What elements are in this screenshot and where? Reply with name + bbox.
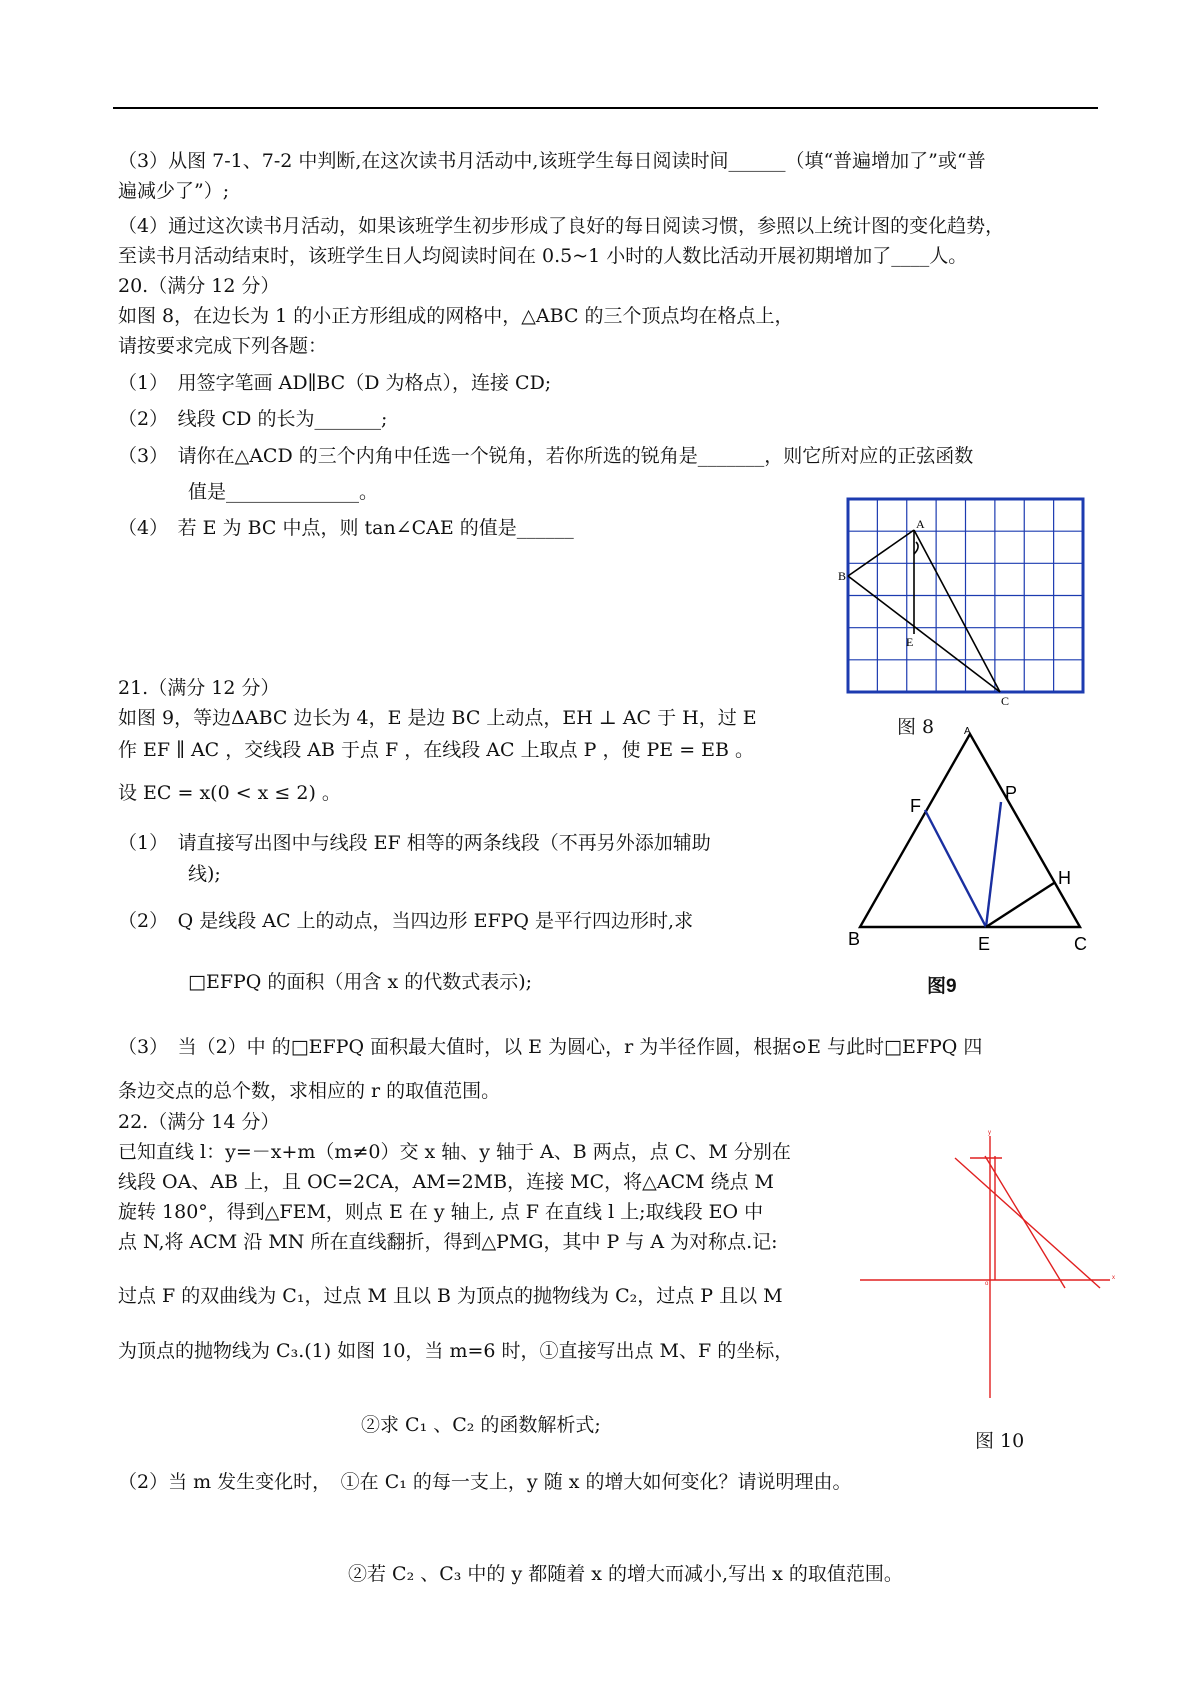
tick-y-label: y	[988, 1130, 991, 1136]
segment-eh	[986, 883, 1054, 927]
q21-heading: 21.（满分 12 分）	[118, 677, 280, 699]
q22-line-f: 为顶点的抛物线为 C₃.(1) 如图 10，当 m=6 时，①直接写出点 M、F 的坐标，	[118, 1340, 794, 1362]
q22-line-a: 已知直线 l：y=－x+m（m≠0）交 x 轴、y 轴于 A、B 两点，点 C、M 分别在	[118, 1141, 791, 1163]
q21-line-a: 如图 9，等边ΔABC 边长为 4，E 是边 BC 上动点，EH ⊥ AC 于 H，过 E	[118, 707, 757, 729]
figure-8-caption: 图 8	[897, 716, 935, 738]
q21-part-2-line2: □EFPQ 的面积（用含 x 的代数式表示);	[188, 971, 533, 993]
label-f: F	[910, 796, 921, 816]
q22-line-e: 过点 F 的双曲线为 C₁，过点 M 且以 B 为顶点的抛物线为 C₂，过点 P 且以 M	[118, 1285, 783, 1307]
q21-part-3-line1: （3） 当（2）中 的□EFPQ 面积最大值时，以 E 为圆心，r 为半径作圆，根据⊙E 与此时□EFPQ 四	[118, 1036, 983, 1058]
q20-part-4: （4） 若 E 为 BC 中点，则 tan∠CAE 的值是______	[118, 517, 574, 539]
header-rule	[113, 107, 1098, 109]
figure-10-caption: 图 10	[975, 1430, 1025, 1452]
figure-10-graph	[860, 1128, 1120, 1408]
q19-3-line2: 遍减少了”）;	[118, 180, 230, 202]
q22-line-d: 点 N,将 ACM 沿 MN 所在直线翻折，得到△PMG，其中 P 与 A 为对称点.记:	[118, 1231, 778, 1253]
label-b: B	[838, 569, 847, 583]
q22-line-c: 旋转 180°，得到△FEM，则点 E 在 y 轴上, 点 F 在直线 l 上;取线段 EO 中	[118, 1201, 764, 1223]
figure-8-grid	[840, 496, 1090, 706]
q20-part-2: （2） 线段 CD 的长为_______;	[118, 408, 388, 430]
q19-4-line1: （4）通过这次读书月活动，如果该班学生初步形成了良好的每日阅读习惯，参照以上统计图的变化趋势，	[118, 215, 1005, 237]
origin-label: o	[985, 1281, 989, 1287]
q20-part-3-line1: （3） 请你在△ACD 的三个内角中任选一个锐角，若你所选的锐角是_______，则它所对应的正弦函数	[118, 445, 974, 467]
q22-line-g: ②求 C₁ 、C₂ 的函数解析式;	[361, 1414, 601, 1436]
figure-9-caption: 图9	[927, 976, 957, 997]
label-b: B	[848, 929, 861, 949]
line-l	[955, 1158, 1100, 1288]
q20-part-3-line2: 值是______________。	[188, 481, 379, 503]
q20-intro-2: 请按要求完成下列各题：	[118, 335, 328, 357]
segment-pe	[986, 802, 1001, 927]
q20-part-1: （1） 用签字笔画 AD∥BC（D 为格点），连接 CD;	[118, 372, 552, 394]
q20-intro-1: 如图 8，在边长为 1 的小正方形组成的网格中，△ABC 的三个顶点均在格点上，	[118, 305, 794, 327]
label-a: A	[916, 517, 925, 531]
q21-part-1-line1: （1） 请直接写出图中与线段 EF 相等的两条线段（不再另外添加辅助	[118, 832, 711, 854]
q22-line-b: 线段 OA、AB 上，且 OC=2CA，AM=2MB，连接 MC，将△ACM 绕点 M	[118, 1171, 774, 1193]
q21-line-b: 作 EF ∥ AC ，交线段 AB 于点 F ，在线段 AC 上取点 P ，使 PE = EB 。	[118, 739, 755, 761]
label-e: E	[978, 934, 991, 954]
label-p: P	[1005, 783, 1018, 803]
q19-3-line1: （3）从图 7-1、7-2 中判断,在这次读书月活动中,该班学生每日阅读时间______（填“普遍增加了”或“普	[118, 150, 986, 172]
label-e: E	[906, 635, 914, 649]
figure-9-triangle	[848, 722, 1088, 962]
q22-part-2-line1: （2）当 m 发生变化时， ①在 C₁ 的每一支上，y 随 x 的增大如何变化？请说明理由。	[118, 1471, 852, 1493]
segment-fc	[985, 1156, 1065, 1288]
q21-part-1-line2: 线);	[188, 863, 221, 885]
q21-part-2-line1: （2） Q 是线段 AC 上的动点，当四边形 EFPQ 是平行四边形时,求	[118, 910, 694, 932]
label-a: A	[964, 726, 971, 737]
segment-ef	[925, 810, 986, 927]
label-c: C	[1074, 934, 1087, 954]
q20-heading: 20.（满分 12 分）	[118, 275, 280, 297]
q19-4-line2: 至读书月活动结束时，该班学生日人均阅读时间在 0.5~1 小时的人数比活动开展初期增加了____人。	[118, 245, 968, 267]
segment-ab	[848, 530, 914, 576]
label-c: C	[1001, 694, 1010, 708]
q22-part-2-line2: ②若 C₂ 、C₃ 中的 y 都随着 x 的增大而减小,写出 x 的取值范围。	[348, 1563, 903, 1585]
tick-x-label: x	[1112, 1275, 1115, 1281]
label-h: H	[1058, 868, 1071, 888]
segment-ac	[914, 530, 1000, 692]
q22-heading: 22.（满分 14 分）	[118, 1111, 280, 1133]
q21-line-c: 设 EC = x(0 < x ≤ 2) 。	[118, 782, 341, 804]
segment-bc	[848, 576, 1000, 692]
q21-part-3-line2: 条边交点的总个数，求相应的 r 的取值范围。	[118, 1080, 501, 1102]
